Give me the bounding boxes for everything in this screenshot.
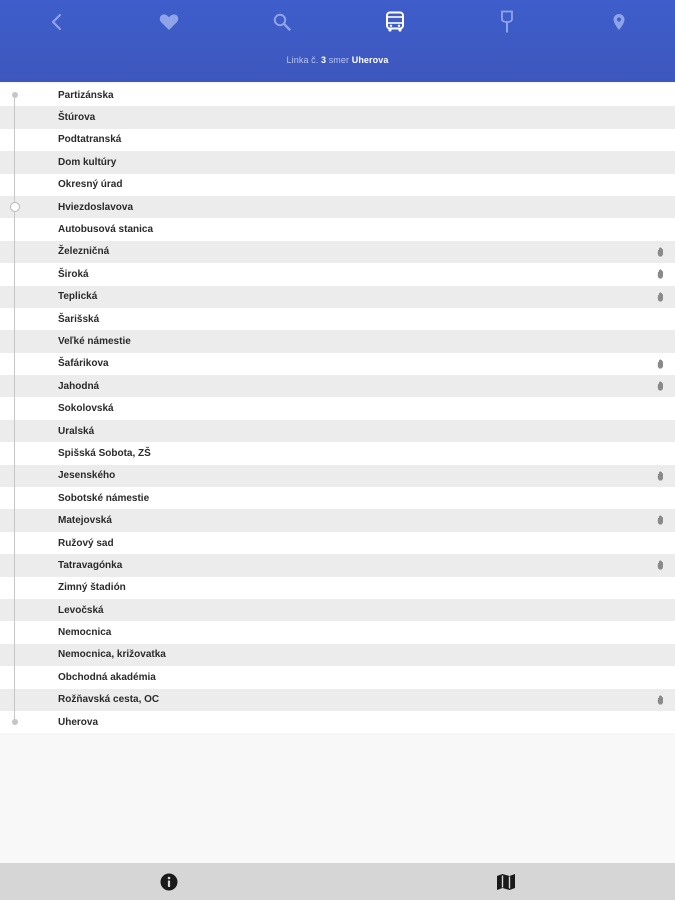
stop-row[interactable]: [0, 151, 675, 173]
stop-row[interactable]: [0, 666, 675, 688]
stop-name: Spišská Sobota, ZŠ: [58, 447, 151, 459]
terminal-stop-dot: [12, 719, 18, 725]
stop-name: Levočská: [58, 604, 104, 616]
stop-row[interactable]: [0, 375, 675, 397]
stop-name: Veľké námestie: [58, 335, 131, 347]
request-stop-icon: [657, 515, 665, 525]
stop-row[interactable]: [0, 420, 675, 442]
stop-name: Obchodná akadémia: [58, 671, 156, 683]
stop-row[interactable]: [0, 196, 675, 218]
stop-row[interactable]: [0, 442, 675, 464]
map-button[interactable]: [495, 871, 517, 893]
stop-name: Jesenského: [58, 470, 116, 482]
stop-row[interactable]: [0, 263, 675, 285]
info-button[interactable]: [158, 871, 180, 893]
destination-name: Uherova: [351, 55, 389, 65]
stop-name: Šarišská: [58, 313, 100, 325]
stop-name: Jahodná: [58, 380, 100, 392]
request-stop-icon: [657, 359, 665, 369]
stop-row[interactable]: [0, 577, 675, 599]
stop-name: Autobusová stanica: [58, 224, 154, 236]
stop-name: Uherova: [58, 716, 99, 728]
stop-sign-icon: [500, 10, 514, 34]
search-icon: [273, 13, 291, 31]
stop-name: Teplická: [58, 291, 98, 303]
back-button[interactable]: [37, 6, 77, 38]
request-stop-icon: [657, 269, 665, 279]
request-stop-icon: [657, 381, 665, 391]
location-pin-icon: [612, 13, 626, 31]
stop-name: Hviezdoslavova: [58, 201, 134, 213]
stop-row[interactable]: [0, 174, 675, 196]
subtitle-direction: smer: [328, 55, 350, 65]
lines-tab[interactable]: [375, 6, 415, 38]
stop-name: Železničná: [58, 246, 110, 258]
app-header: [0, 0, 675, 82]
stop-row[interactable]: [0, 487, 675, 509]
stop-row[interactable]: [0, 129, 675, 151]
stop-row[interactable]: [0, 397, 675, 419]
stop-row[interactable]: [0, 353, 675, 375]
stop-list: [0, 84, 675, 733]
stop-name: Široká: [58, 268, 89, 280]
stop-name: Podtatranská: [58, 134, 122, 146]
route-subtitle: [0, 55, 675, 65]
terminal-stop-dot: [12, 92, 18, 98]
stop-row[interactable]: [0, 554, 675, 576]
info-icon: [160, 873, 178, 891]
current-stop-marker: [10, 202, 20, 212]
stop-name: Sobotské námestie: [58, 492, 150, 504]
stop-name: Matejovská: [58, 515, 112, 527]
request-stop-icon: [657, 247, 665, 257]
stop-name: Uralská: [58, 425, 95, 437]
request-stop-icon: [657, 292, 665, 302]
line-number: 3: [320, 55, 327, 65]
stop-row[interactable]: [0, 106, 675, 128]
stop-row[interactable]: [0, 84, 675, 106]
stop-row[interactable]: [0, 509, 675, 531]
stop-row[interactable]: [0, 218, 675, 240]
stop-row[interactable]: [0, 644, 675, 666]
stop-row[interactable]: [0, 689, 675, 711]
stop-name: Okresný úrad: [58, 179, 123, 191]
stop-row[interactable]: [0, 599, 675, 621]
stop-name: Ružový sad: [58, 537, 114, 549]
stop-name: Tatravagónka: [58, 559, 123, 571]
request-stop-icon: [657, 471, 665, 481]
stop-row[interactable]: [0, 241, 675, 263]
stop-row[interactable]: [0, 330, 675, 352]
stop-name: Partizánska: [58, 89, 114, 101]
stop-row[interactable]: [0, 532, 675, 554]
stop-name: Štúrova: [58, 112, 96, 124]
request-stop-icon: [657, 695, 665, 705]
map-icon: [496, 873, 516, 891]
stops-tab[interactable]: [487, 6, 527, 38]
stop-name: Nemocnica, križovatka: [58, 649, 166, 661]
route-line: [14, 95, 15, 722]
favorites-tab[interactable]: [149, 6, 189, 38]
request-stop-icon: [657, 560, 665, 570]
stop-name: Sokolovská: [58, 403, 114, 415]
stop-name: Rožňavská cesta, OC: [58, 694, 160, 706]
nearby-tab[interactable]: [599, 6, 639, 38]
stop-row[interactable]: [0, 465, 675, 487]
stop-row[interactable]: [0, 621, 675, 643]
back-icon: [49, 13, 65, 31]
stop-name: Dom kultúry: [58, 156, 117, 168]
search-tab[interactable]: [262, 6, 302, 38]
bottom-toolbar: [0, 863, 675, 900]
stop-name: Nemocnica: [58, 627, 112, 639]
stop-name: Šafárikova: [58, 358, 109, 370]
stop-row[interactable]: [0, 308, 675, 330]
stop-row[interactable]: [0, 286, 675, 308]
heart-icon: [159, 13, 179, 31]
stop-name: Zimný štadión: [58, 582, 126, 594]
stop-row[interactable]: [0, 711, 675, 733]
bus-icon: [385, 11, 405, 33]
subtitle-prefix: Linka č.: [286, 55, 319, 65]
